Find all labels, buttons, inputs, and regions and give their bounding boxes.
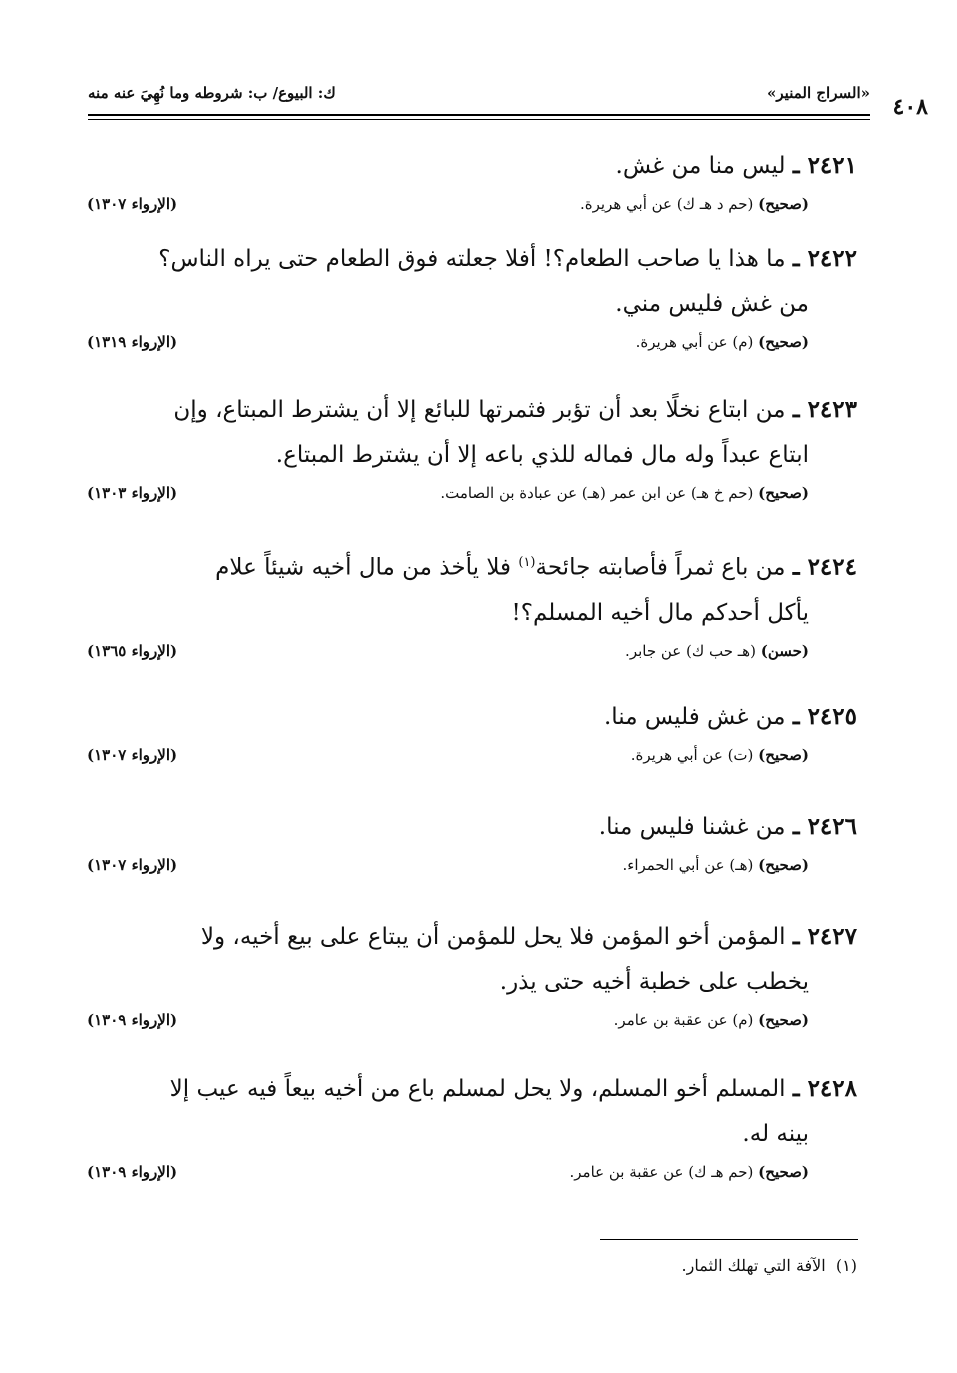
hadith-number: ٢٤٢٨ ـ [792, 1075, 857, 1102]
book-title: «السراج المنير» [767, 84, 870, 102]
hadith-number: ٢٤٢٢ ـ [792, 245, 857, 272]
grading: (حسن) (هـ حب ك) عن جابر. [625, 641, 809, 660]
grading: (صحيح) (م) عن أبي هريرة. [635, 333, 809, 351]
irwa-reference: (الإرواء ١٣٠٧) [87, 856, 178, 874]
hadith-entry [87, 143, 857, 221]
hadith-entry [87, 236, 857, 359]
hadith-entry [87, 1066, 857, 1189]
hadith-number: ٢٤٢٧ ـ [792, 923, 857, 950]
hadith-text: ٢٤٢٦ ـ من غشنا فليس منا. [598, 813, 857, 840]
footnote-number: (١) [835, 1256, 857, 1275]
footnote-text: الآفة التي تهلك الثمار. [681, 1256, 826, 1275]
hadith-source [87, 1007, 857, 1037]
hadith-entry [87, 804, 857, 882]
hadith-text: ٢٤٢٣ ـ من ابتاع نخلًا بعد أن تؤبر فثمرتها للبائع إلا أن يشترط المبتاع، وإن ابتاع عبداً وله مال فماله للذي باعه إلا أن يشترط المبتاع. [173, 396, 857, 468]
hadith-number: ٢٤٢٥ ـ [792, 703, 857, 730]
irwa-reference: (الإرواء ١٣٠٩) [87, 1163, 178, 1181]
hadith-text: ٢٤٢٨ ـ المسلم أخو المسلم، ولا يحل لمسلم باع من أخيه بيعاً فيه عيب إلا بينه له. [169, 1075, 857, 1147]
footnote [682, 1256, 858, 1275]
hadith-source [87, 191, 857, 221]
hadith-source [87, 742, 857, 772]
hadith-number: ٢٤٢٣ ـ [792, 396, 857, 423]
irwa-reference: (الإرواء ١٣٠٧) [87, 746, 178, 764]
hadith-number: ٢٤٢٤ ـ [792, 553, 857, 581]
hadith-number: ٢٤٢٦ ـ [792, 813, 857, 840]
hadith-text: ٢٤٢٥ ـ من غش فليس منا. [603, 703, 857, 730]
page-number: ٤٠٨ [892, 94, 928, 120]
header-rule-thin [88, 119, 870, 120]
chapter-title: ك: البيوع/ ب: شروطه وما نُهِيَ عنه منه [88, 84, 336, 102]
irwa-reference: (الإرواء ١٣٠٩) [87, 1011, 178, 1029]
grading: (صحيح) (هـ) عن أبي الحمراء. [622, 856, 809, 874]
header-rule [88, 114, 870, 116]
hadith-entry [87, 387, 857, 510]
hadith-source [87, 852, 857, 882]
grading: (صحيح) (م) عن عقبة بن عامر. [613, 1011, 809, 1029]
hadith-text: ٢٤٢١ ـ ليس منا من غش. [615, 152, 857, 179]
hadith-source [87, 1159, 857, 1189]
irwa-reference: (الإرواء ١٣٦٥) [87, 641, 178, 660]
grading: (صحيح) (حم خ هـ) عن ابن عمر (هـ) عن عبادة بن الصامت. [440, 484, 809, 502]
hadith-entry [87, 540, 857, 668]
hadith-text: ٢٤٢٤ ـ من باع ثمراً فأصابته جائحة$^{(١)}$ فلا يأخذ من مال أخيه شيئاً علام يأكل أحدكم مال أخيه المسلم؟! [215, 553, 857, 626]
footnote-marker[interactable]: (١) [518, 555, 536, 570]
footnote-rule [600, 1239, 858, 1240]
irwa-reference: (الإرواء ١٣٠٣) [87, 484, 178, 502]
hadith-number: ٢٤٢١ ـ [792, 152, 857, 179]
grading: (صحيح) (حم هـ ك) عن عقبة بن عامر. [569, 1163, 809, 1181]
hadith-text: ٢٤٢٧ ـ المؤمن أخو المؤمن فلا يحل للمؤمن أن يبتاع على بيع أخيه، ولا يخطب على خطبة أخيه حتى يذر. [200, 923, 857, 995]
hadith-source [87, 480, 857, 510]
grading: (صحيح) (حم د هـ ك) عن أبي هريرة. [579, 195, 809, 213]
irwa-reference: (الإرواء ١٣١٩) [87, 333, 178, 351]
hadith-source [87, 638, 857, 668]
hadith-entry [87, 694, 857, 772]
grading: (صحيح) (ت) عن أبي هريرة. [630, 746, 809, 764]
hadith-source [87, 329, 857, 359]
running-header [88, 78, 928, 120]
hadith-entry [87, 914, 857, 1037]
irwa-reference: (الإرواء ١٣٠٧) [87, 195, 178, 213]
hadith-text: ٢٤٢٢ ـ ما هذا يا صاحب الطعام؟! أفلا جعلته فوق الطعام حتى يراه الناس؟ من غش فليس مني. [158, 245, 857, 317]
